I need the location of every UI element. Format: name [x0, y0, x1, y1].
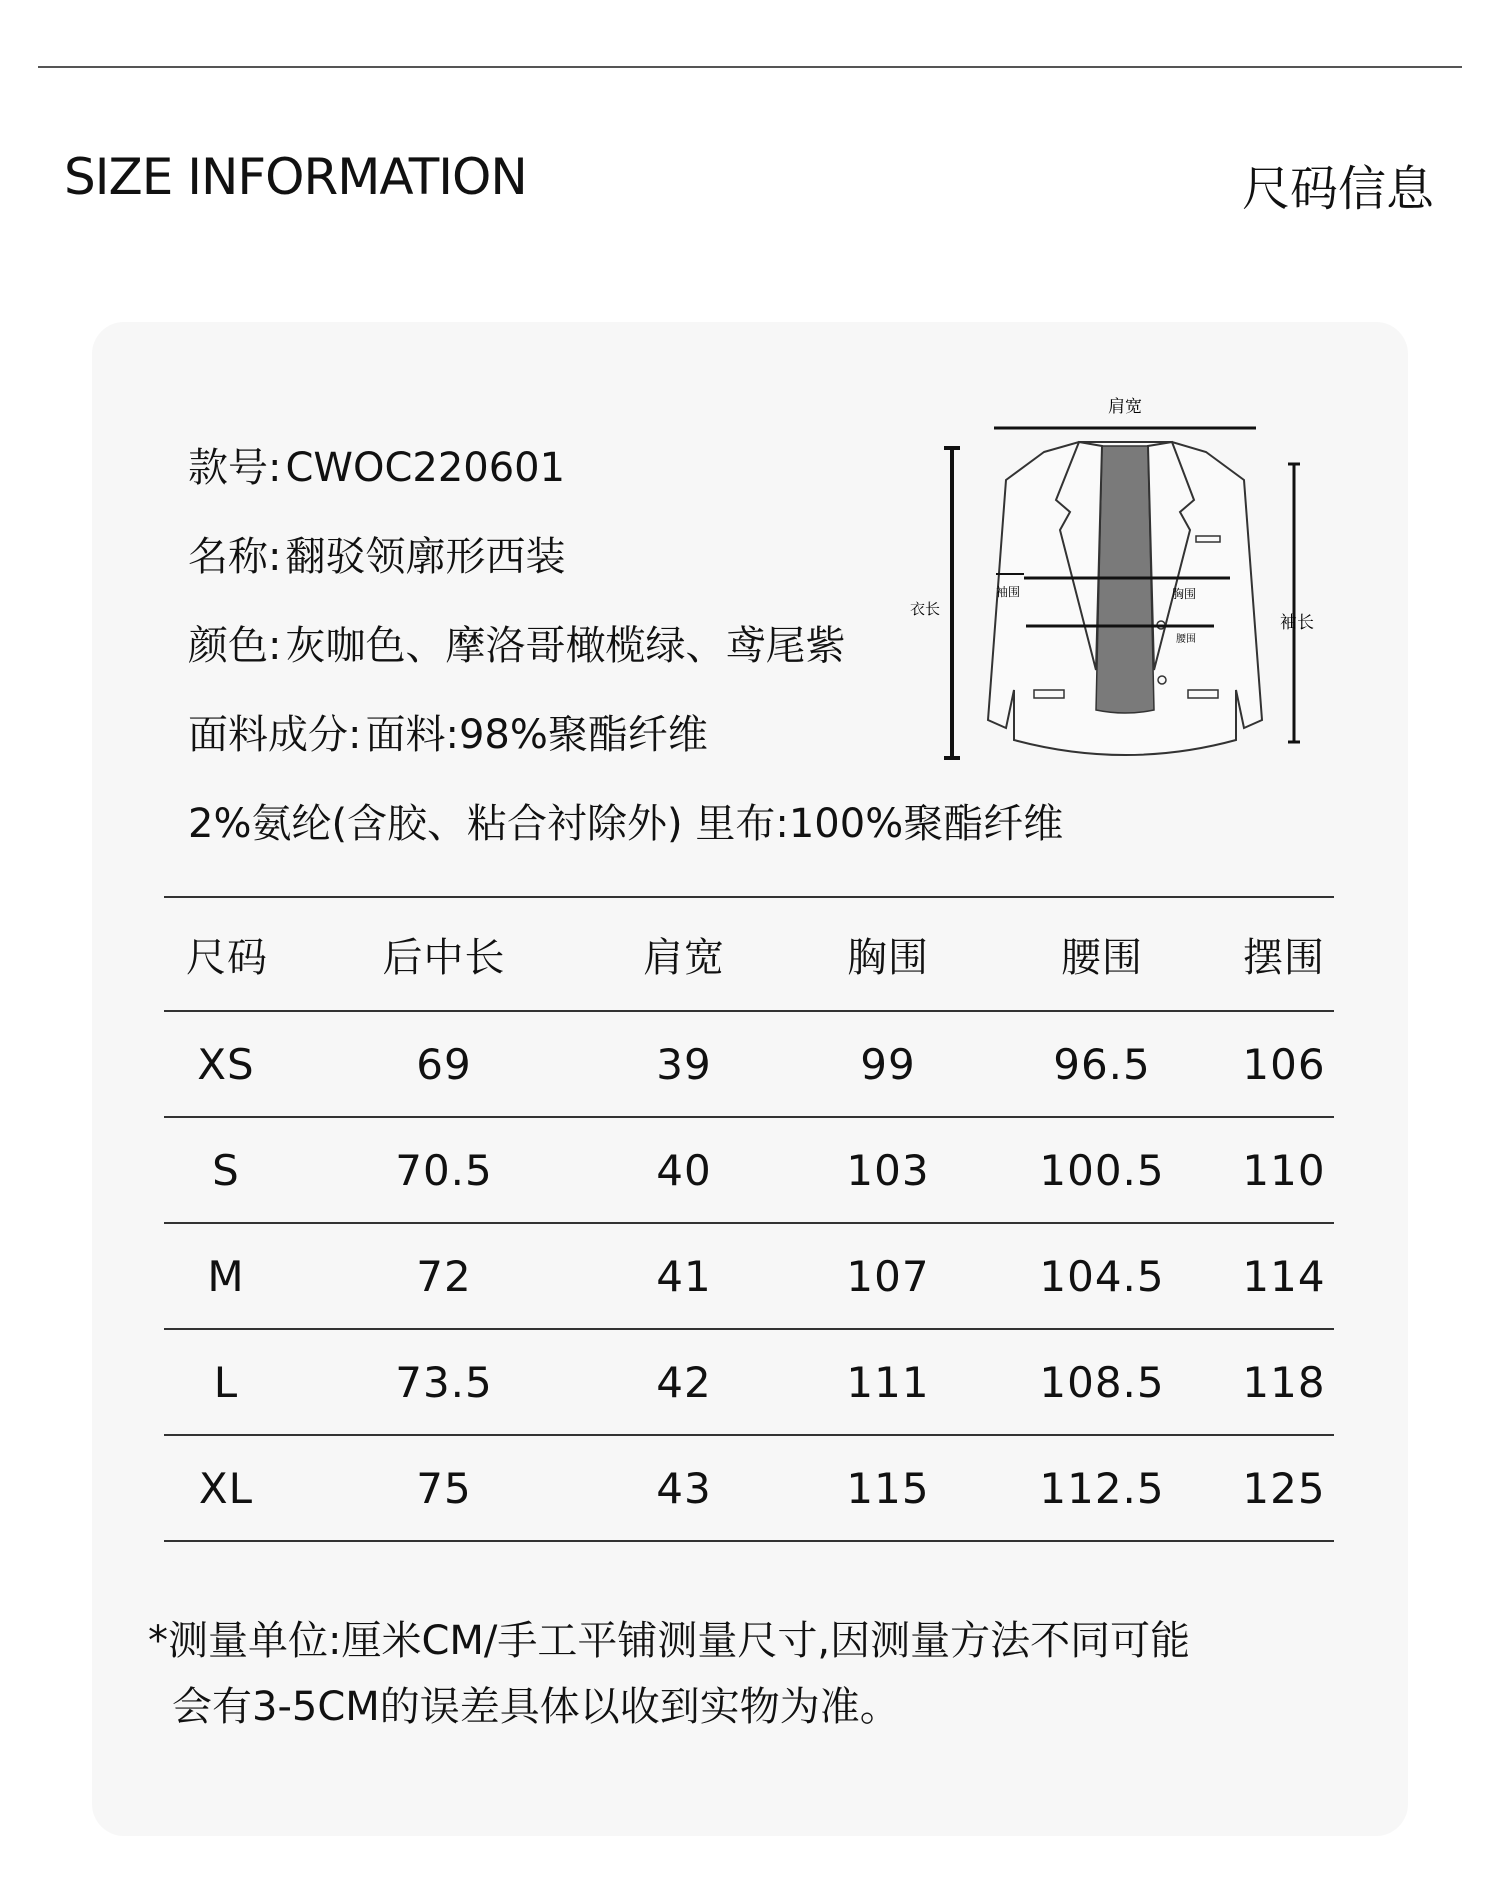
table-cell: 42: [656, 1357, 712, 1407]
page-title-cn: 尺码信息: [1241, 161, 1434, 217]
table-cell: 73.5: [395, 1357, 493, 1407]
table-cell: 125: [1242, 1463, 1326, 1513]
info-name: [188, 525, 565, 582]
table-cell: 111: [846, 1357, 930, 1407]
info-value: CWOC220601: [285, 445, 566, 491]
waist-label: 腰围: [1176, 634, 1196, 645]
table-cell: 118: [1242, 1357, 1326, 1407]
table-cell: 99: [860, 1039, 916, 1089]
table-cell: 110: [1242, 1145, 1326, 1195]
table-cell: L: [213, 1357, 239, 1407]
table-header: 尺码: [186, 934, 268, 981]
shoulder-label: 肩宽: [1108, 397, 1142, 417]
table-cell: 115: [846, 1463, 930, 1513]
table-cell: 39: [656, 1039, 712, 1089]
table-row: [164, 1224, 1334, 1330]
length-label: 衣长: [910, 600, 941, 618]
info-color: [188, 614, 845, 671]
info-style-number: [188, 436, 565, 493]
note-line: *测量单位:厘米CM/手工平铺测量尺寸,因测量方法不同可能: [148, 1618, 1191, 1664]
info-label: 面料成分:: [188, 712, 362, 758]
table-cell: 106: [1242, 1039, 1326, 1089]
table-cell: M: [207, 1251, 245, 1301]
table-cell: 96.5: [1053, 1039, 1151, 1089]
table-header: 摆围: [1243, 934, 1325, 981]
table-cell: 70.5: [395, 1145, 493, 1195]
table-cell: S: [212, 1145, 240, 1195]
table-header: 肩宽: [643, 934, 725, 981]
info-fabric: [188, 703, 708, 760]
info-value: 翻驳领廓形西装: [285, 534, 566, 580]
table-cell: 103: [846, 1145, 930, 1195]
table-cell: 108.5: [1039, 1357, 1165, 1407]
table-cell: 104.5: [1039, 1251, 1165, 1301]
page-title-en: SIZE INFORMATION: [64, 148, 527, 206]
info-label: 颜色:: [188, 623, 282, 669]
table-row: [164, 1012, 1334, 1118]
chest-label: 胸围: [1172, 587, 1197, 601]
table-cell: 41: [656, 1251, 712, 1301]
top-divider: [38, 66, 1462, 68]
table-cell: XS: [197, 1039, 255, 1089]
table-row: [164, 1118, 1334, 1224]
table-header: 后中长: [382, 934, 506, 981]
table-header: 胸围: [847, 934, 929, 981]
info-label: 款号:: [188, 445, 282, 491]
jacket-diagram: [910, 390, 1314, 770]
sleeve-label: 袖长: [1280, 613, 1314, 633]
table-header: 腰围: [1061, 934, 1143, 981]
note-line: 会有3-5CM的误差具体以收到实物为准。: [172, 1684, 900, 1730]
table-cell: 112.5: [1039, 1463, 1165, 1513]
cuff-label: 袖围: [996, 585, 1021, 599]
table-cell: 43: [656, 1463, 712, 1513]
size-table: [164, 896, 1334, 1542]
table-row: [164, 1330, 1334, 1436]
measurement-note: [148, 1608, 1190, 1740]
table-cell: 72: [416, 1251, 472, 1301]
table-cell: 40: [656, 1145, 712, 1195]
table-row: [164, 1436, 1334, 1542]
info-label: 名称:: [188, 534, 282, 580]
table-cell: 107: [846, 1251, 930, 1301]
size-card: [92, 322, 1408, 1836]
info-value: 面料:98%聚酯纤维: [365, 712, 708, 758]
info-value: 2%氨纶(含胶、粘合衬除外) 里布:100%聚酯纤维: [188, 801, 1064, 847]
table-cell: 69: [416, 1039, 472, 1089]
table-cell: 100.5: [1039, 1145, 1165, 1195]
table-cell: 75: [416, 1463, 472, 1513]
info-value: 灰咖色、摩洛哥橄榄绿、鸢尾紫: [285, 623, 846, 669]
table-cell: XL: [198, 1463, 254, 1513]
table-cell: 114: [1242, 1251, 1326, 1301]
table-header-row: [164, 896, 1334, 1012]
info-fabric-continued: [188, 792, 1063, 849]
